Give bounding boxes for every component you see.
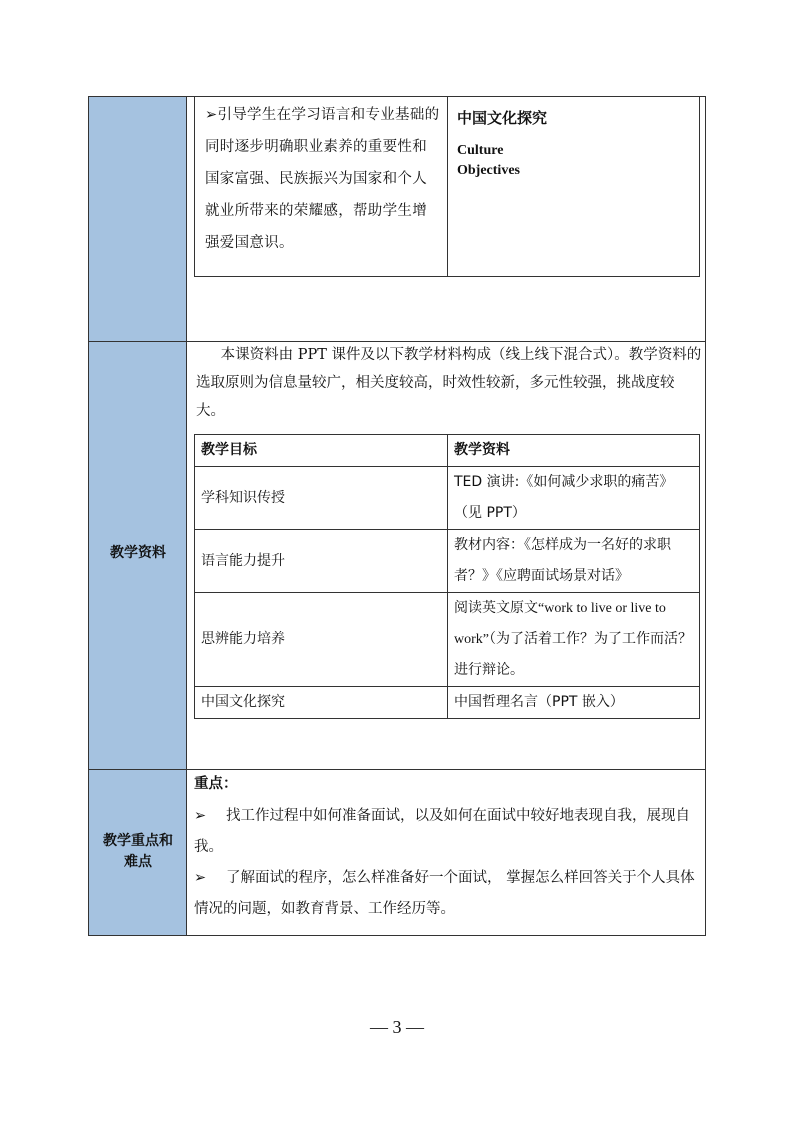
culture-objectives-label: Culture Objectives [457, 143, 520, 178]
lesson-plan-table [88, 96, 706, 936]
objectives-subtable [194, 97, 700, 277]
header-material: 教学资料 [448, 435, 700, 467]
column-divider [447, 97, 448, 276]
arrow-bullet-icon: ➢ [194, 870, 207, 886]
left-label-column [89, 97, 187, 935]
ideological-objective: ➢引导学生在学习语言和专业基础的同时逐步明确职业素养的重要性和国家富强、民族振兴为国家和个人就业所带来的荣耀感，帮助学生增强爱国意识。 [205, 107, 440, 251]
key-points-label: 教学重点和 难点 [103, 833, 173, 870]
page-number: — 3 — [370, 1017, 424, 1037]
key-point-item: ➢ 找工作过程中如何准备面试，以及如何在面试中较好地表现自我，展现自我。 [194, 801, 704, 863]
materials-table [194, 434, 700, 719]
key-points-content [194, 773, 704, 925]
culture-title: 中国文化探究 [457, 109, 548, 127]
table-row: 语言能力提升 教材内容：《怎样成为一名好的求职者？》《应聘面试场景对话》 [195, 530, 700, 593]
row-divider [89, 769, 705, 770]
arrow-bullet-icon: ➢ [205, 107, 218, 123]
arrow-bullet-icon: ➢ [194, 808, 207, 824]
teaching-materials-label: 教学资料 [110, 545, 166, 561]
materials-intro: 本课资料由 PPT 课件及以下教学材料构成（线上线下混合式）。教学资料的选取原则为信息量较广，相关度较高，时效性较新，多元性较强，挑战度较大。 [196, 347, 702, 419]
key-points-heading: 重点： [194, 776, 238, 792]
header-goal: 教学目标 [195, 435, 448, 467]
table-header-row [195, 435, 700, 467]
table-row: 学科知识传授 TED 演讲:《如何减少求职的痛苦》（见 PPT） [195, 467, 700, 530]
table-row: 中国文化探究 中国哲理名言（PPT 嵌入） [195, 687, 700, 719]
table-row: 思辨能力培养 阅读英文原文“work to live or live to work”（为了活着工作？为了工作而活？进行辩论。 [195, 593, 700, 687]
key-point-item: ➢ 了解面试的程序，怎么样准备好一个面试， 掌握怎么样回答关于个人具体情况的问题，如教育背景、工作经历等。 [194, 863, 704, 925]
